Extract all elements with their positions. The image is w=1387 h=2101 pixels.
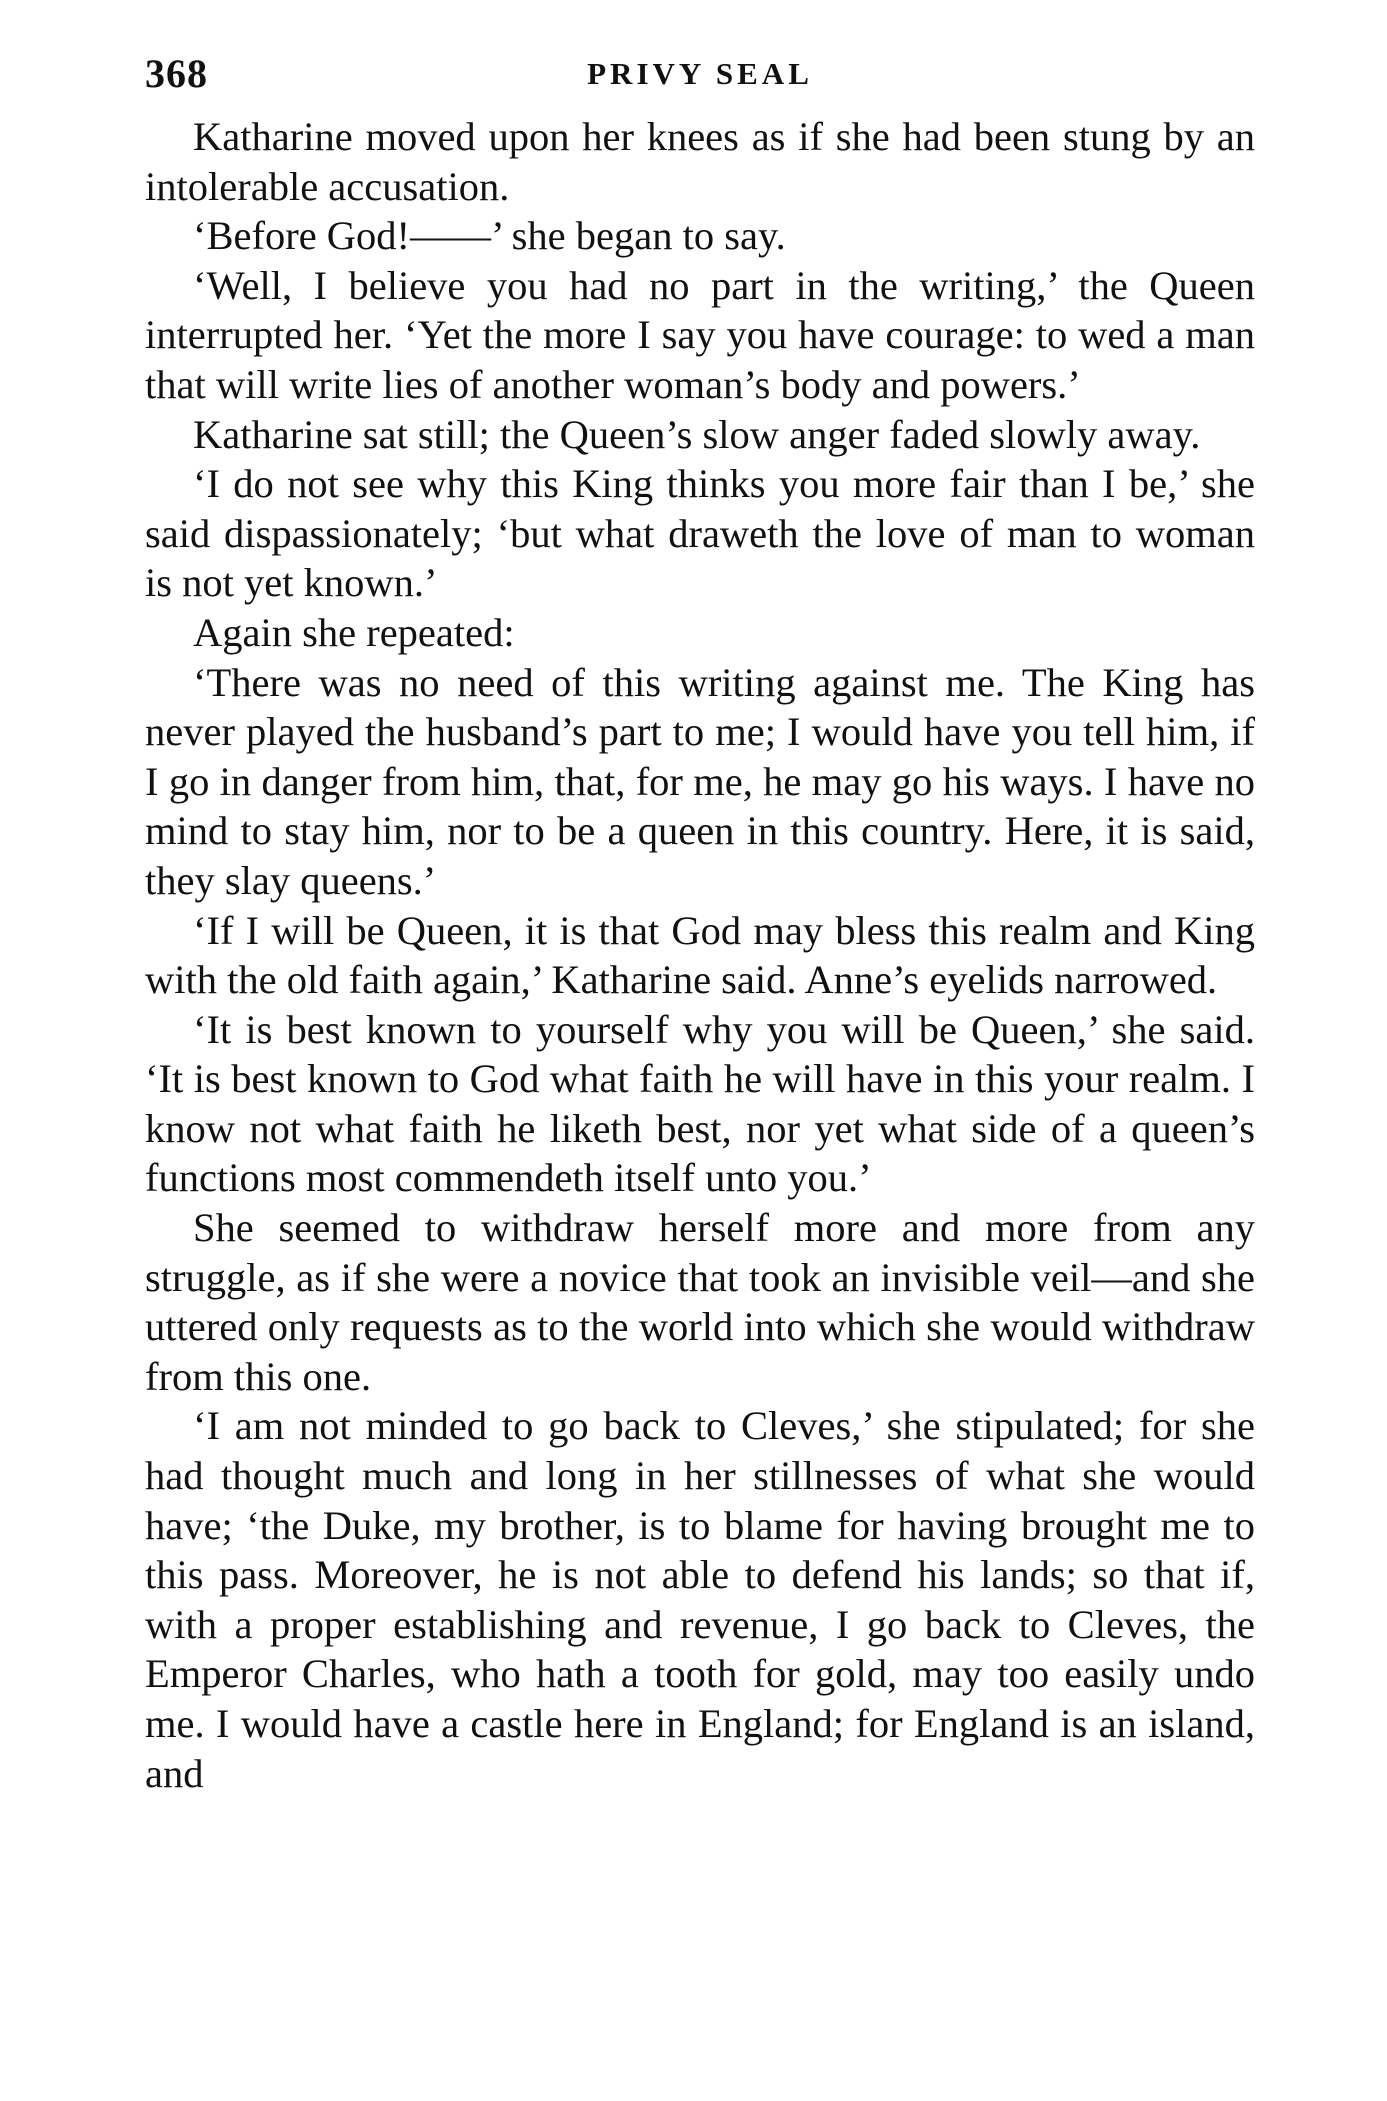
paragraph: She seemed to withdraw herself more and more from any struggle, as if she were a novice that took an invisible veil—and she uttered only requests as to the world into which she would withdraw from this one. (145, 1205, 1255, 1399)
paragraph: Katharine moved upon her knees as if she had been stung by an intolerable accusation. (145, 114, 1255, 209)
paragraph: ‘It is best known to yourself why you will be Queen,’ she said. ‘It is best known to God what faith he will have in this your realm. I know not what faith he liketh best, nor yet what side of a queen’s functions most commendeth itself unto you.’ (145, 1006, 1255, 1201)
paragraph: ‘There was no need of this writing against me. The King has never played the husband’s part to me; I would have you tell him, if I go in danger from him, that, for me, he may go his ways. I have no mind to stay him, nor to be a queen in this country. Here, it is said, they slay queens.’ (145, 659, 1255, 903)
page-header (145, 50, 1255, 106)
paragraph: ‘I am not minded to go back to Cleves,’ she stipulated; for she had thought much and long in her stillnesses of what she would have; ‘the Duke, my brother, is to blame for having brought me to this pass. Moreover, he is not able to defend his lands; so that if, with a proper establishing and revenue, I go back to Cleves, the Emperor Charles, who hath a tooth for gold, may too easily undo me. I would have a castle here in England; for England is an island, and (145, 1403, 1255, 1796)
book-page (145, 50, 1255, 1798)
page-number: 368 (145, 51, 208, 96)
running-title: PRIVY SEAL (587, 56, 813, 91)
paragraph: Katharine sat still; the Queen’s slow anger faded slowly away. (193, 411, 1201, 457)
paragraph: ‘I do not see why this King thinks you more fair than I be,’ she said dispassionately; ‘but what draweth the love of man to woman is not yet known.’ (145, 461, 1255, 606)
body-text (145, 112, 1255, 1798)
paragraph: Again she repeated: (193, 609, 515, 655)
paragraph: ‘Well, I believe you had no part in the writing,’ the Queen interrupted her. ‘Yet the more I say you have courage: to wed a man that will write lies of another woman’s body and powers.’ (145, 262, 1255, 407)
paragraph: ‘If I will be Queen, it is that God may bless this realm and King with the old faith again,’ Katharine said. Anne’s eyelids narrowed. (145, 907, 1255, 1003)
paragraph: ‘Before God!——’ she began to say. (193, 213, 786, 259)
